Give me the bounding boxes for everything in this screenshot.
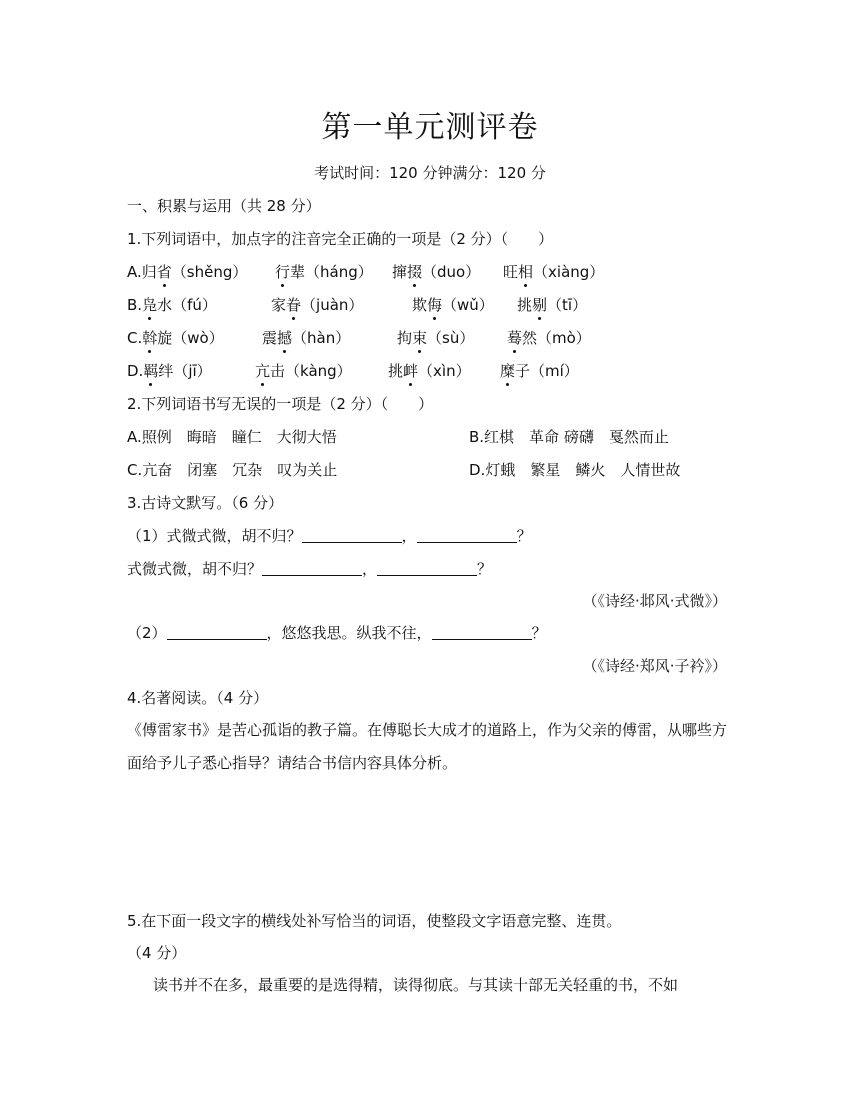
q1-b-item: B.凫水（fú） (127, 296, 217, 314)
q1-a-item: A.归省（shěng） (127, 263, 248, 281)
page-title: 第一单元测评卷 (321, 110, 539, 145)
q2-stem: 2.下列词语书写无误的一项是（2 分）（ ） (127, 395, 434, 413)
q1-c-item: 蓦然（mò） (507, 329, 591, 347)
q1-stem: 1.下列词语中，加点字的注音完全正确的一项是（2 分）（ ） (127, 230, 554, 248)
q5-score: （4 分） (127, 944, 187, 962)
q3-source-2: （《诗经·郑风·子衿》） (582, 657, 727, 675)
q1-c-item: C.斡旋（wò） (127, 329, 224, 347)
q2-option-d: D.灯蛾 繁星 鳞火 人情世故 (469, 461, 681, 479)
q3-line-1: （1）式微式微，胡不归？ ， ？ (127, 527, 532, 545)
q1-a-item: 行辈（háng） (275, 263, 373, 281)
section-heading: 一、积累与运用（共 28 分） (127, 197, 321, 215)
q1-b-item: 欺侮（wǔ） (412, 296, 494, 314)
answer-blank[interactable] (262, 559, 362, 576)
q3-line-3: （2） ，悠悠我思。纵我不往， ？ (127, 624, 547, 642)
q1-d-item: D.羁绊（jī） (127, 362, 212, 380)
q1-d-item: 亢击（kàng） (255, 362, 352, 380)
q1-d-item: 挑衅（xìn） (388, 362, 471, 380)
q1-a-item: 旺相（xiàng） (503, 263, 605, 281)
q1-b-item: 家眷（juàn） (271, 296, 364, 314)
q4-stem: 4.名著阅读。（4 分） (127, 689, 269, 707)
q5-body: 读书并不在多，最重要的是选得精，读得彻底。与其读十部无关轻重的书，不如 (153, 976, 679, 994)
answer-blank[interactable] (377, 559, 477, 576)
exam-info: 考试时间：120 分钟满分：120 分 (314, 164, 546, 182)
answer-blank[interactable] (432, 623, 532, 640)
q1-d-item: 糜子（mí） (500, 362, 579, 380)
q2-option-c: C.亢奋 闭塞 冗杂 叹为关止 (127, 461, 338, 479)
q2-option-a: A.照例 晦暗 瞳仁 大彻大悟 (127, 428, 337, 446)
q4-body: 《傅雷家书》是苦心孤诣的教子篇。在傅聪长大成才的道路上，作为父亲的傅雷，从哪些方面给予儿子悉心指导？请结合书信内容具体分析。 (127, 721, 728, 772)
answer-blank[interactable] (167, 623, 267, 640)
answer-blank[interactable] (417, 526, 517, 543)
q3-stem: 3.古诗文默写。（6 分） (127, 494, 284, 512)
q3-line-2: 式微式微，胡不归？ ， ？ (127, 560, 493, 578)
q1-c-item: 震撼（hàn） (262, 329, 351, 347)
q5-stem: 5.在下面一段文字的横线处补写恰当的词语，使整段文字语意完整、连贯。 (127, 912, 622, 930)
answer-blank[interactable] (302, 526, 402, 543)
q1-c-item: 拘束（sù） (397, 329, 475, 347)
q1-a-item: 撺掇（duo） (392, 263, 481, 281)
q2-option-b: B.红棋 革命 磅礴 戛然而止 (469, 428, 669, 446)
q1-b-item: 挑剔（tī） (517, 296, 588, 314)
q3-source-1: （《诗经·邶风·式微》） (582, 592, 727, 610)
